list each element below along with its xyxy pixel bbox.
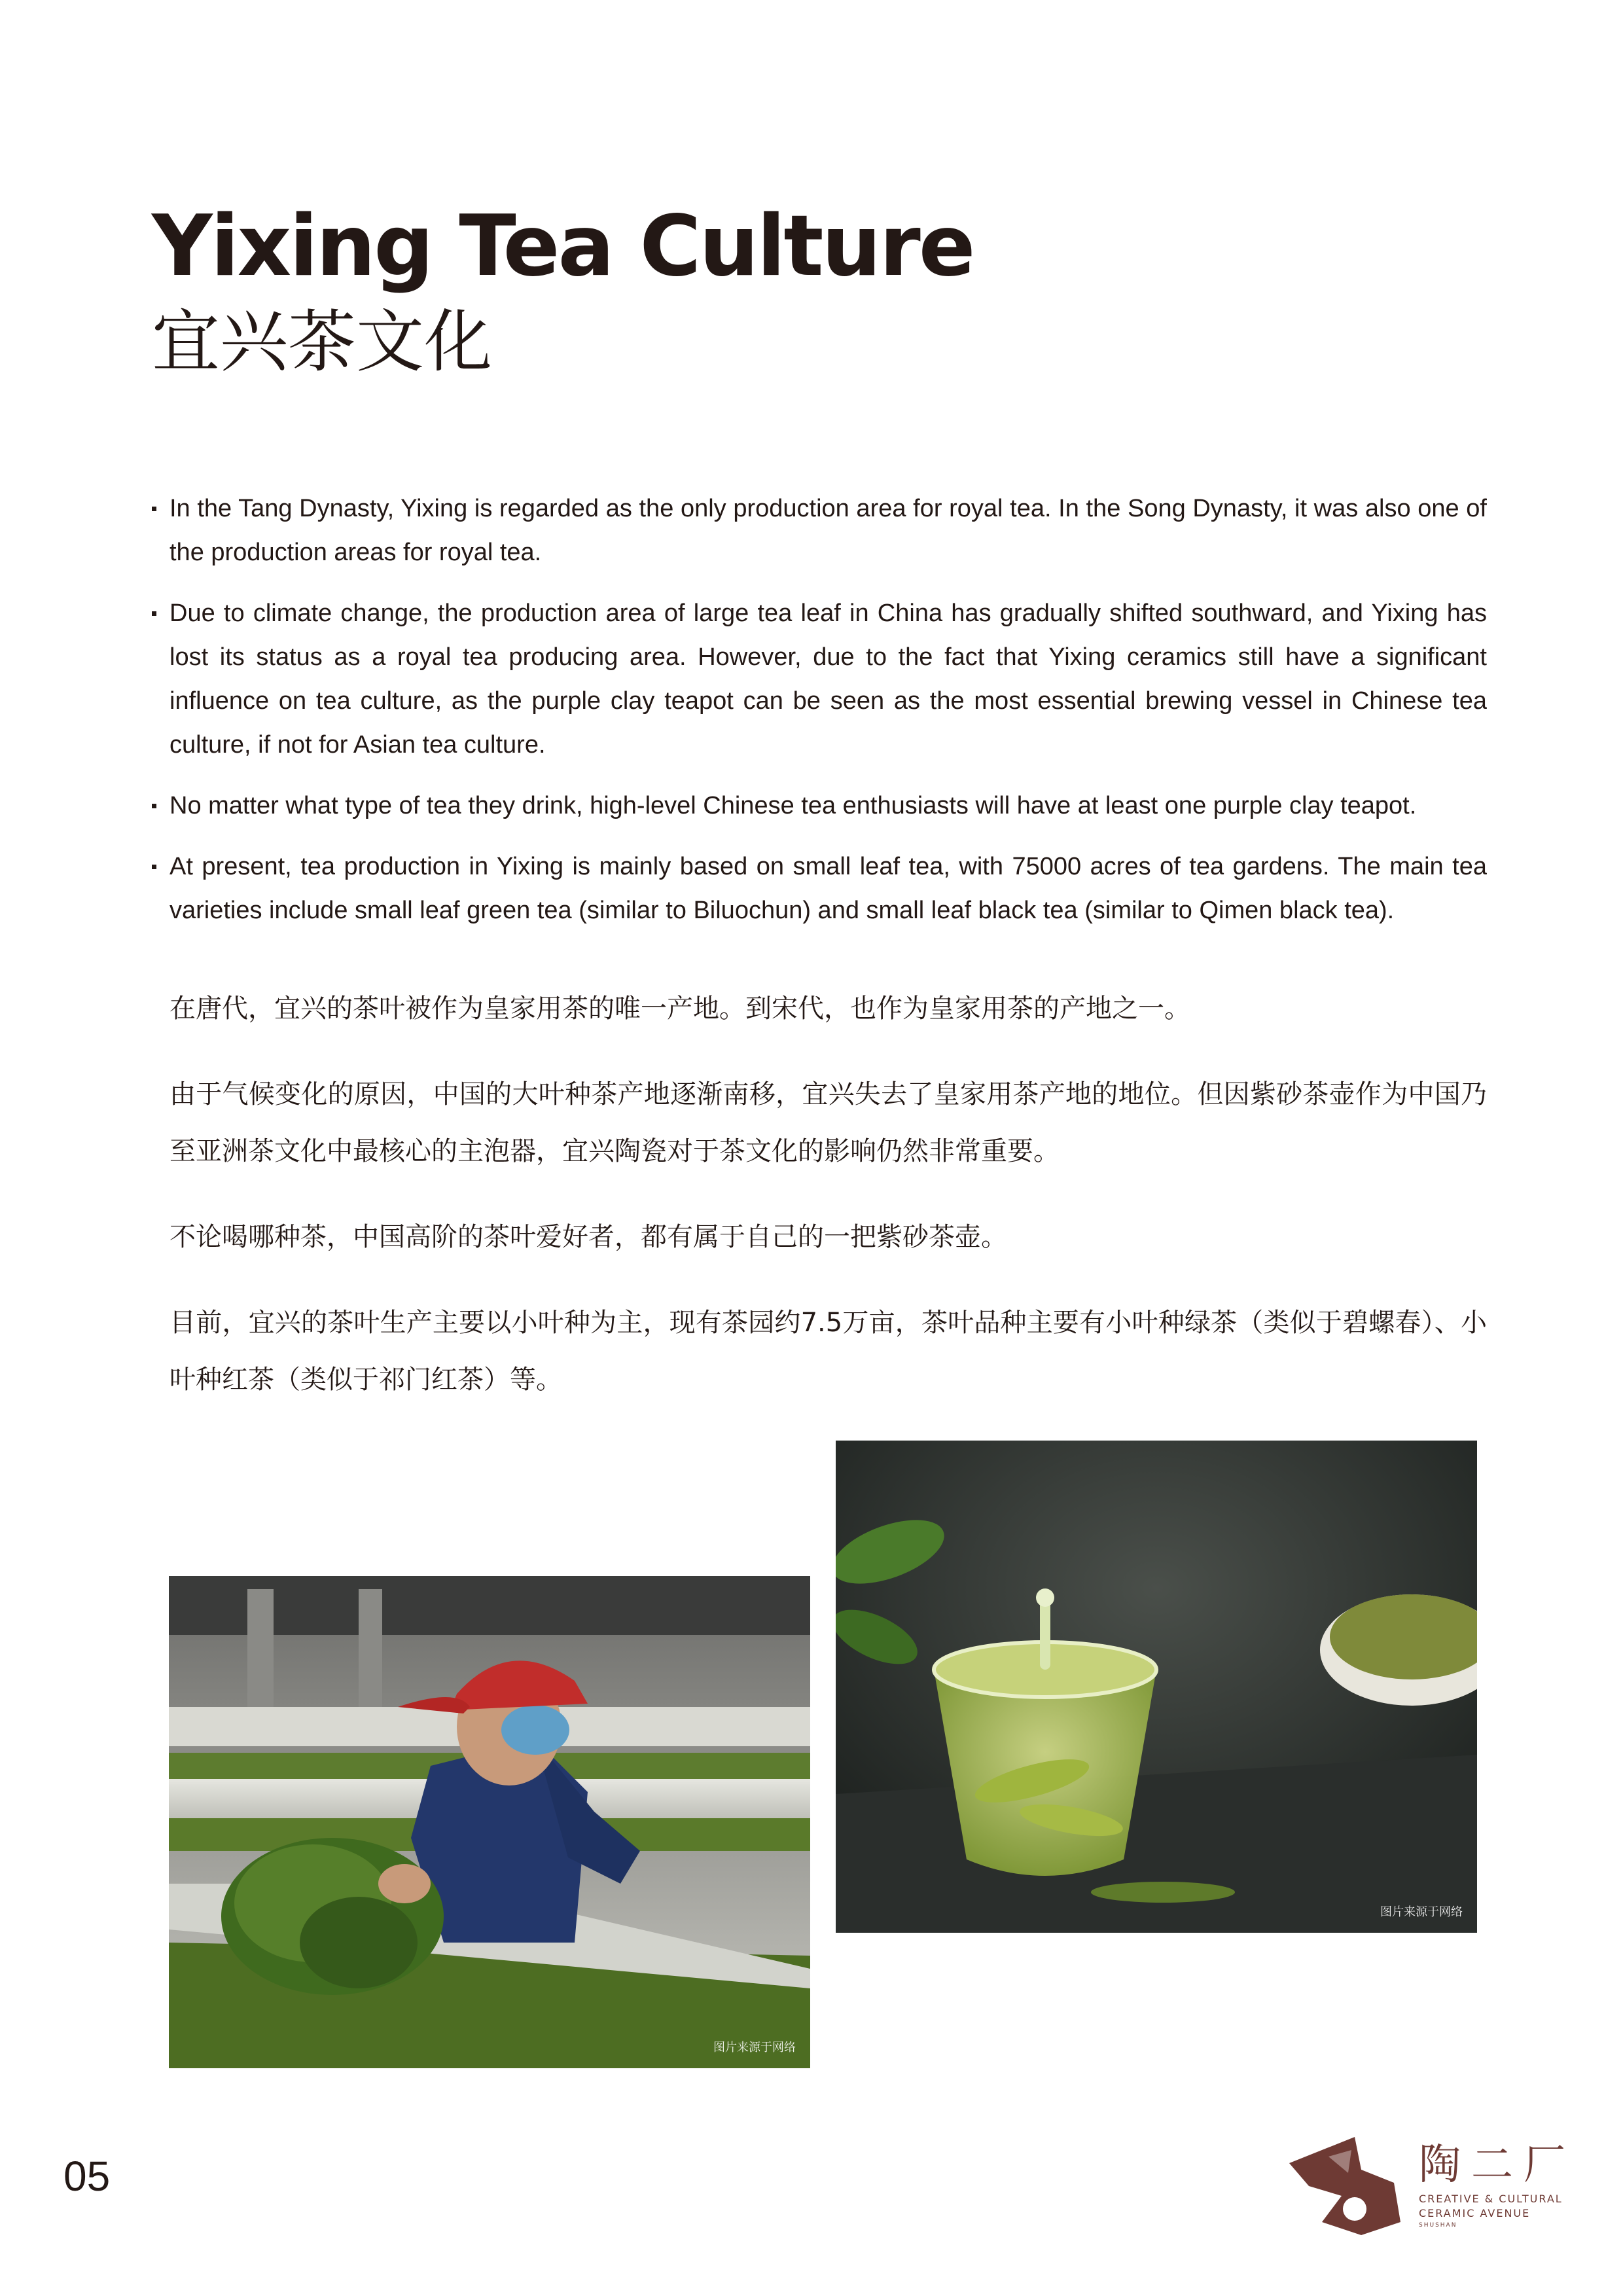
bullet-icon: [152, 507, 156, 511]
page-title-en: Yixing Tea Culture: [152, 198, 974, 295]
list-item-text: Due to climate change, the production area of large tea leaf in China has gradually shifted southward, and Yixing has lost its status as a royal tea producing area. However, due to the fact that Yixing ceramics still have a significant influence on tea culture, as the purple clay teapot can be seen as the most essential brewing vessel in Chinese tea culture, if not for Asian tea culture.: [169, 600, 1487, 759]
bullet-icon: [152, 611, 156, 616]
list-item: [152, 845, 1487, 933]
list-item-text: At present, tea production in Yixing is mainly based on small leaf tea, with 75000 acres of tea gardens. The main tea varieties include small leaf green tea (similar to Biluochun) and small leaf black tea (similar to Qimen black tea).: [169, 853, 1487, 924]
logo-text-location: SHUSHAN: [1419, 2222, 1457, 2229]
zh-paragraph: 不论喝哪种茶，中国高阶的茶叶爱好者，都有属于自己的一把紫砂茶壶。: [169, 1222, 1007, 1252]
logo-text-en: CERAMIC AVENUE: [1419, 2207, 1531, 2219]
logo-text-en: CREATIVE & CULTURAL: [1419, 2193, 1563, 2205]
zh-paragraph: 由于气候变化的原因，中国的大叶种茶产地逐渐南移，宜兴失去了皇家用茶产地的地位。但因紫砂茶壶作为中国乃至亚洲茶文化中最核心的主泡器，宜兴陶瓷对于茶文化的影响仍然非常重要。: [169, 1079, 1487, 1166]
list-item: [152, 592, 1487, 767]
logo-text-zh: 陶二厂: [1419, 2141, 1576, 2189]
page-number: 05: [63, 2153, 111, 2200]
bullet-icon: [152, 804, 156, 808]
tea-picking-photo: [169, 1576, 810, 2068]
list-item-text: No matter what type of tea they drink, high-level Chinese tea enthusiasts will have at least one purple clay teapot.: [169, 792, 1417, 819]
photo-credit: 图片来源于网络: [713, 2041, 796, 2054]
bullet-icon: [152, 865, 156, 869]
logo-mark-icon: [1283, 2124, 1407, 2248]
list-item: [152, 784, 1487, 828]
english-bullet-list: [152, 487, 1487, 950]
photo-credit: 图片来源于网络: [1380, 1905, 1463, 1919]
list-item-text: In the Tang Dynasty, Yixing is regarded as the only production area for royal tea. In the Song Dynasty, it was also one of the production areas for royal tea.: [169, 495, 1487, 566]
page-title-zh: 宜兴茶文化: [152, 302, 493, 382]
zh-paragraph: 在唐代，宜兴的茶叶被作为皇家用茶的唯一产地。到宋代，也作为皇家用茶的产地之一。: [169, 994, 1190, 1024]
tea-glass-photo: [836, 1441, 1477, 1933]
list-item: [152, 487, 1487, 575]
zh-paragraph: 目前，宜兴的茶叶生产主要以小叶种为主，现有茶园约7.5万亩，茶叶品种主要有小叶种绿茶（类似于碧螺春）、小叶种红茶（类似于祁门红茶）等。: [169, 1308, 1487, 1395]
tea-glass-image: [836, 1441, 1477, 1933]
chinese-paragraphs: [169, 980, 1487, 1437]
tea-picking-image: [169, 1576, 810, 2068]
